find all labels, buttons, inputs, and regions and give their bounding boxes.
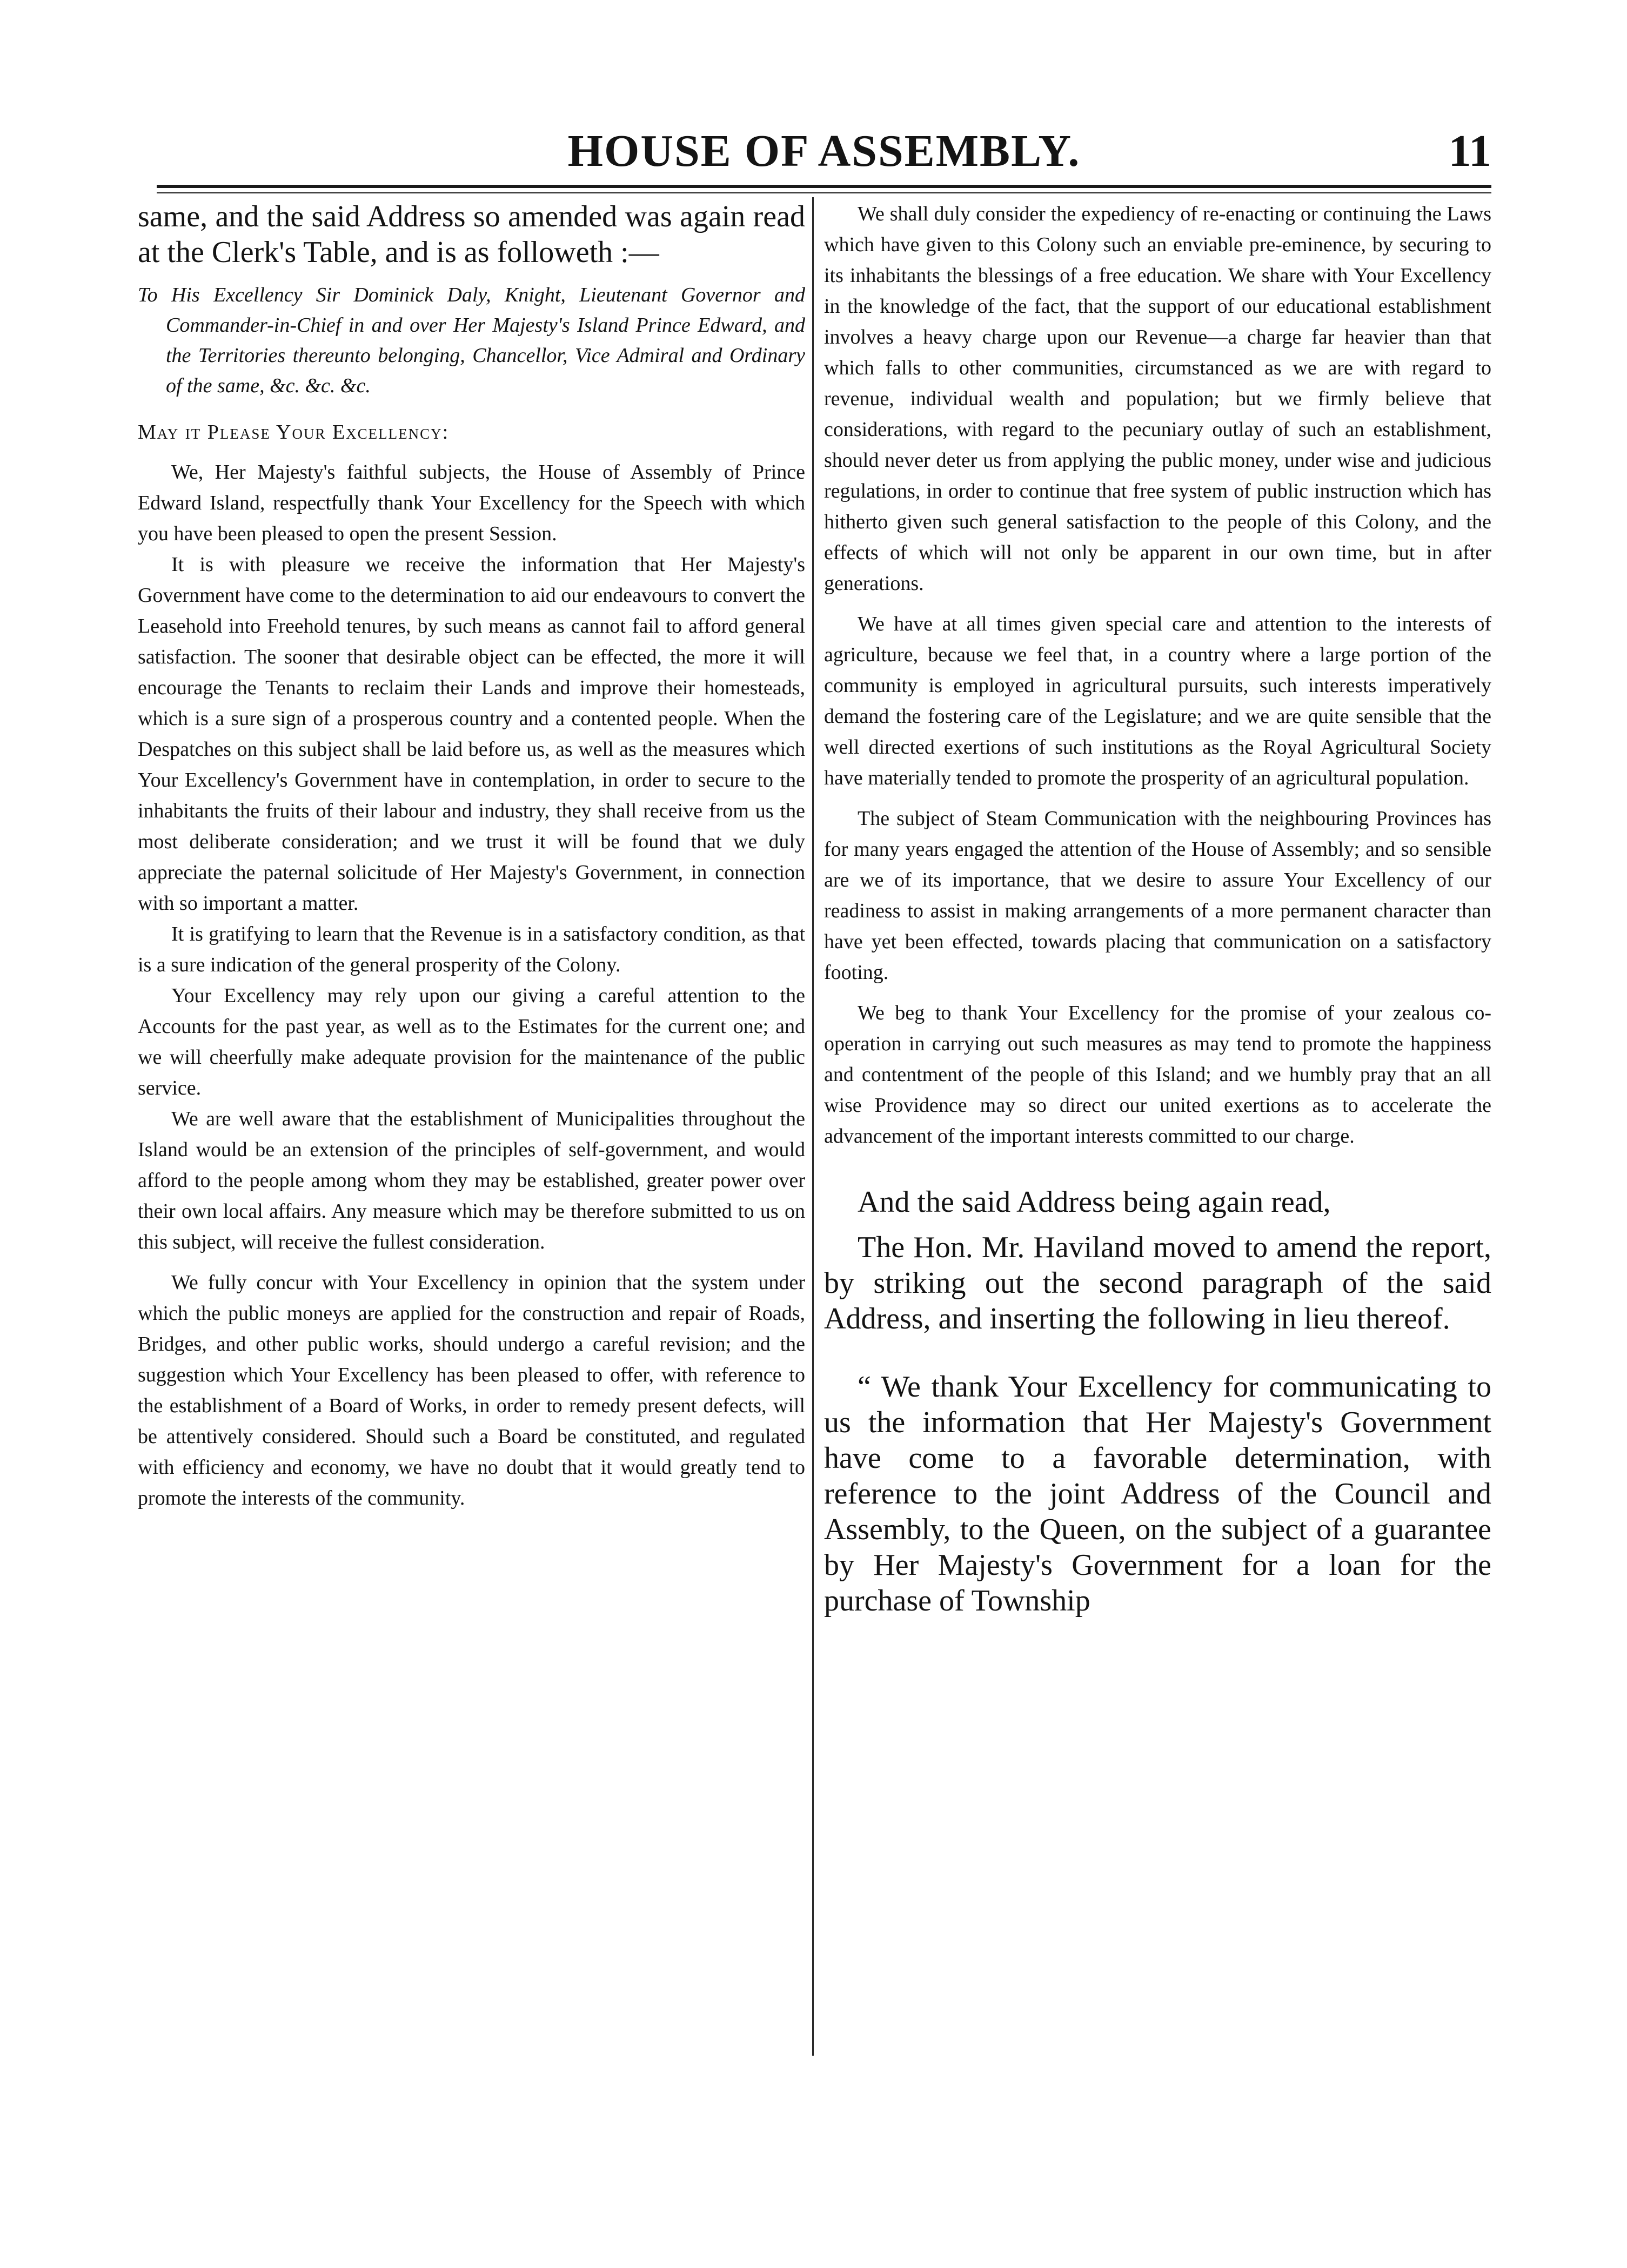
- minutes-paragraph-reread: And the said Address being again read,: [858, 1185, 1331, 1219]
- address-paragraph-7: We shall duly consider the expediency of re-enacting or continuing the Laws which have given to this Colony such an enviable pre-eminence, by securing to its inhabitants the blessings of a free education. We share with Your Excellency in the knowledge of the fact, that the support of our educational establishment involves a heavy charge upon our Revenue—a charge far heavier than that which falls to other communities, circumstanced as we are with regard to revenue, individual wealth and population; but we firmly believe that considerations, with regard to the pecuniary outlay of such an establishment, should never deter us from applying the public money, under wise and judicious regulations, in order to continue that free system of public instruction which has hitherto given such general satisfaction to the people of this Colony, and the effects of which will not only be apparent in our own time, but in after generations.: [824, 203, 1491, 595]
- address-paragraph-4: Your Excellency may rely upon our giving a careful attention to the Accounts for the past year, as well as to the Estimates for the current one; and we will cheerfully make adequate provision for the maintenance of the public service.: [138, 984, 805, 1099]
- address-paragraph-10: We beg to thank Your Excellency for the promise of your zealous co-operation in carrying out such measures as may tend to promote the happiness and contentment of the people of this Island; and we humbly pray that an all wise Providence may so direct our united exertions as to accelerate the advancement of the important interests committed to our charge.: [824, 1002, 1491, 1148]
- header-rule-thick: [157, 185, 1491, 188]
- left-column: [138, 199, 805, 1514]
- address-paragraph-1: We, Her Majesty's faithful subjects, the House of Assembly of Prince Edward Island, respectfully thank Your Excellency for the Speech with which you have been pleased to open the present Session.: [138, 461, 805, 545]
- address-salutation: To His Excellency Sir Dominick Daly, Knight, Lieutenant Governor and Commander-in-Chief in and over Her Majesty's Island Prince Edward, and the Territories thereunto belonging, Chancellor, Vice Admiral and Ordinary of the same, &c. &c. &c.: [138, 284, 805, 397]
- address-paragraph-9: The subject of Steam Communication with the neighbouring Provinces has for many years engaged the attention of the House of Assembly; and so sensible are we of its importance, that we desire to assure Your Excellency of our readiness to assist in making arrangements of a more permanent character than have yet been effected, towards placing that communication on a satisfactory footing.: [824, 807, 1491, 984]
- running-title: HOUSE OF ASSEMBLY.: [567, 126, 1081, 176]
- column-divider: [812, 197, 814, 2056]
- page-header: [157, 122, 1491, 186]
- minutes-paragraph-amendment: The Hon. Mr. Haviland moved to amend the report, by striking out the second paragraph of the said Address, and inserting the following in lieu thereof.: [824, 1231, 1491, 1336]
- amendment-text: “ We thank Your Excellency for communicating to us the information that Her Majesty's Government have come to a favorable determination, with reference to the joint Address of the Council and Assembly, to the Queen, on the subject of a guarantee by Her Majesty's Government for a loan for the purchase of Township: [824, 1370, 1491, 1618]
- address-paragraph-5: We are well aware that the establishment of Municipalities throughout the Island would be an extension of the principles of self-government, and would afford to the people among whom they may be established, greater power over their own local affairs. Any measure which may be therefore submitted to us on this subject, will receive the fullest consideration.: [138, 1108, 805, 1253]
- address-paragraph-3: It is gratifying to learn that the Revenue is in a satisfactory condition, as that is a sure indication of the general prosperity of the Colony.: [138, 923, 805, 976]
- page-number: 11: [1448, 126, 1491, 176]
- address-paragraph-2: It is with pleasure we receive the information that Her Majesty's Government have come to the determination to aid our endeavours to convert the Leasehold into Freehold tenures, by such means as cannot fail to afford general satisfaction. The sooner that desirable object can be effected, the more it will encourage the Tenants to reclaim their Lands and improve their homesteads, which is a sure sign of a prosperous country and a contented people. When the Despatches on this subject shall be laid before us, as well as the measures which Your Excellency's Government have in contemplation, in order to secure to the inhabitants the fruits of their labour and industry, they shall receive from us the most deliberate consideration; and we trust it will be found that we duly appreciate the paternal solicitude of Her Majesty's Government, in connection with so important a matter.: [138, 553, 805, 915]
- intro-paragraph: same, and the said Address so amended was again read at the Clerk's Table, and is as followeth :—: [138, 200, 805, 269]
- header-rule-thin: [157, 192, 1491, 193]
- address-opening: May it Please Your Excellency:: [138, 421, 450, 444]
- address-paragraph-6: We fully concur with Your Excellency in opinion that the system under which the public moneys are applied for the construction and repair of Roads, Bridges, and other public works, should undergo a careful revision; and the suggestion which Your Excellency has been pleased to offer, with reference to the establishment of a Board of Works, in order to remedy present defects, will be attentively considered. Should such a Board be constituted, and regulated with efficiency and economy, we have no doubt that it would greatly tend to promote the interests of the community.: [138, 1271, 805, 1509]
- right-column: [824, 199, 1491, 1619]
- address-paragraph-8: We have at all times given special care and attention to the interests of agriculture, because we feel that, in a country where a large portion of the community is employed in agricultural pursuits, such interests imperatively demand the fostering care of the Legislature; and we are quite sensible that the well directed exertions of such institutions as the Royal Agricultural Society have materially tended to promote the prosperity of an agricultural population.: [824, 613, 1491, 789]
